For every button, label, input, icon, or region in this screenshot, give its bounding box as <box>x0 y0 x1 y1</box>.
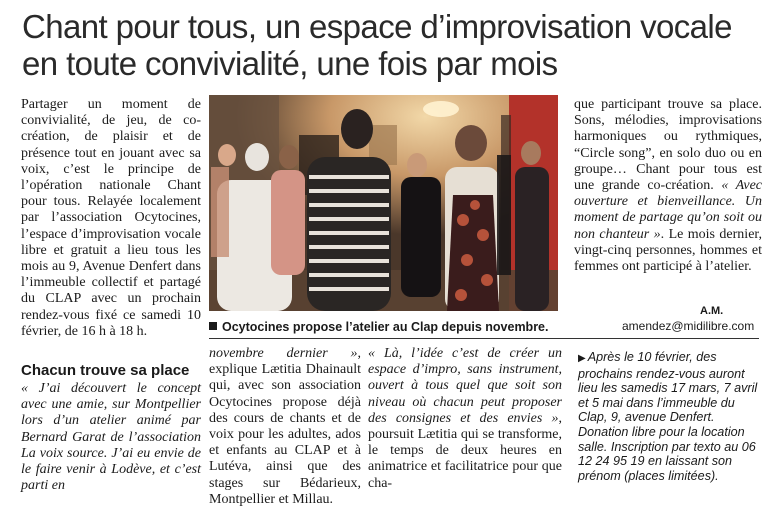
article-intro-paragraph: Partager un moment de convivialité, de jeu, de co-création, de plaisir et de présence tout en jouant avec sa voix, c’est le principe de l’opération nationale Chant pour tous. Relayée localement par l’association Ocytocines, l’espace d’improvisation vocale libre et gratuit a lieu tous les mois au 9, Avenue Denfert dans l’immeuble collectif et partagé du CLAP avec un prochain rendez-vous fixé ce samedi 10 février, de 16 h à 18 h. <box>21 97 201 339</box>
photo-illustration <box>209 95 558 311</box>
column-2-text: , explique Lætitia Dhainault qui, avec son association Ocytocines propose déjà des cours de chants et de voix pour les adultes, ados et enfants au CLAP et à Lutéva, ainsi que des stages sur Bédarieux, Montpellier et Millau. <box>209 346 361 507</box>
article-headline: Chant pour tous, un espace d’improvisation vocale en toute convivialité, une fois par mois <box>22 8 732 82</box>
column-4-quote: « Avec ouverture et bienveillance. Un moment de partage qu’on soit ou non chanteur » <box>574 178 762 242</box>
caption-text: Ocytocines propose l’atelier au Clap depuis novembre. <box>222 320 549 334</box>
column-4-text-a: que participant trouve sa place. Sons, mélodies, improvisations harmoniques ou rythmiques, “Circle song”, en solo duo ou en groupe… Chant pour tous est une grande co-création. <box>574 97 762 194</box>
article-column-1-continued <box>21 381 201 494</box>
article-photo <box>209 95 558 311</box>
column-3-quote: « Là, l’idée c’est de créer un espace d’impro, sans instrument, ouvert à tous quel que soit son niveau où chacun peut proposer des consignes et des envies » <box>368 346 562 426</box>
caption-square-icon <box>209 322 217 330</box>
article-column-4 <box>574 97 762 275</box>
triangle-right-icon: ▶ <box>578 353 586 364</box>
column-2-paragraph <box>209 346 361 508</box>
article-column-2 <box>209 346 361 508</box>
column-4-paragraph <box>574 97 762 275</box>
divider-line <box>209 338 759 339</box>
quote-end-italic: novembre dernier » <box>209 346 358 361</box>
column-3-paragraph <box>368 346 562 492</box>
info-box <box>578 350 762 483</box>
photo-caption <box>209 320 549 335</box>
article-column-1 <box>21 97 201 340</box>
article-subhead: Chacun trouve sa place <box>21 362 190 379</box>
article-column-3 <box>368 346 562 492</box>
author-email[interactable]: amendez@midilibre.com <box>622 319 755 333</box>
column-3-text: , poursuit Lætitia qui se transforme, le temps de deux heures en animatrice et facilitatrice pour que cha- <box>368 410 562 491</box>
author-initials: A.M. <box>700 305 724 317</box>
info-text: Après le 10 février, des prochains rendez-vous auront lieu les samedis 17 mars, 7 avril et 5 mai dans l’immeuble du Clap, 9, avenue Denfert. Donation libre pour la location salle. Inscription par texto au 06 12 24 95 19 en laissant son prénom (places limitées). <box>578 350 758 483</box>
column-4-text-b: . Le mois dernier, vingt-cinq personnes, hommes et femmes ont participé à l’atelier. <box>574 226 763 275</box>
quote-paragraph: « J’ai découvert le concept avec une amie, sur Montpellier lors d’un atelier animé par Bernard Garat de l’association La voix source. J’ai eu envie de le faire venir à Lodève, et c’est parti en <box>21 381 201 494</box>
